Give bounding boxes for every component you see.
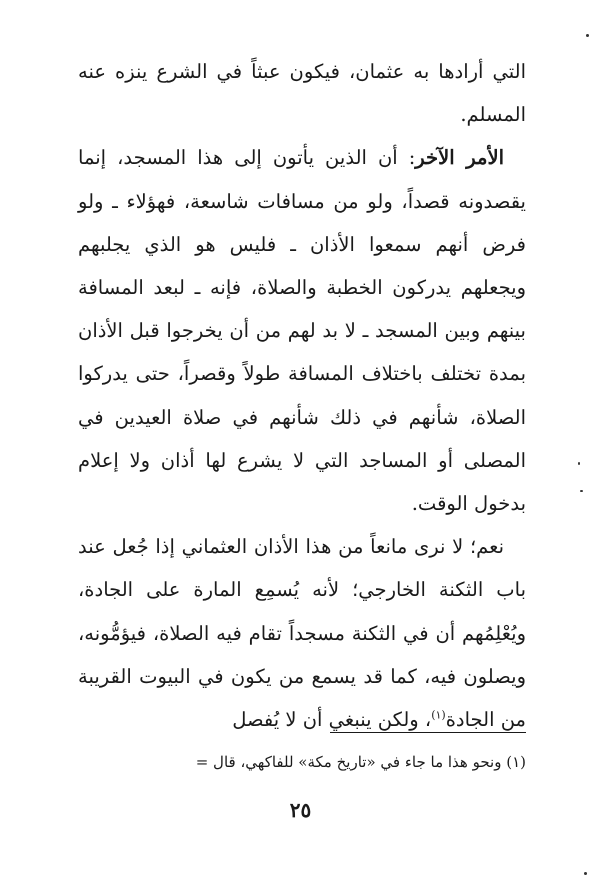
- paragraph-1: التي أرادها به عثمان، فيكون عبثاً في الشرع ينزه عنه المسلم.: [78, 60, 526, 127]
- footnote-divider: [330, 732, 526, 733]
- paragraph-3: [78, 525, 526, 741]
- footnote: (١) ونحو هذا ما جاء في «تاريخ مكة» للفاكهي، قال =: [195, 753, 526, 771]
- paragraph-2: [78, 136, 526, 525]
- paragraph-2-text: : أن الذين يأتون إلى هذا المسجد، إنما يقصدونه قصداً، ولو من مسافات شاسعة، فهؤلاء ـ ولو فرض أنهم سمعوا الأذان ـ فليس هو الذي يجلبهم ويجعلهم يدركون الخطبة والصلاة، فإنه ـ لبعد المسافة بينهم وبين المسجد ـ لا بد لهم من أن يخرجوا قبل الأذان بمدة تختلف باختلاف المسافة طولاً وقصراً، حتى يدركوا الصلاة، شأنهم في ذلك شأنهم في صلاة العيدين في المصلى أو المساجد التي لا يشرع لها أذان ولا إعلام بدخول الوقت.: [78, 146, 526, 516]
- page-number: ٢٥: [289, 798, 312, 822]
- scan-speck: [580, 490, 583, 492]
- scan-speck: [584, 872, 587, 875]
- footnote-reference[interactable]: (١): [431, 708, 446, 722]
- scan-speck: [578, 462, 580, 465]
- scan-speck: [586, 34, 589, 37]
- body-text: [78, 50, 526, 741]
- paragraph-2-lead: الأمر الآخر: [415, 146, 504, 170]
- paragraph-3-text: نعم؛ لا نرى مانعاً من هذا الأذان العثماني إذا جُعل عند باب الثكنة الخارجي؛ لأنه يُسمِع المارة على الجادة، ويُعْلِمُهم أن في الثكنة مسجداً تقام فيه الصلاة، فيؤمُّونه، ويصلون فيه، كما قد يسمع من يكون في البيوت القريبة من الجادة: [78, 535, 526, 732]
- paragraph-3-text-after: ، ولكن ينبغي أن لا يُفصل: [232, 708, 432, 732]
